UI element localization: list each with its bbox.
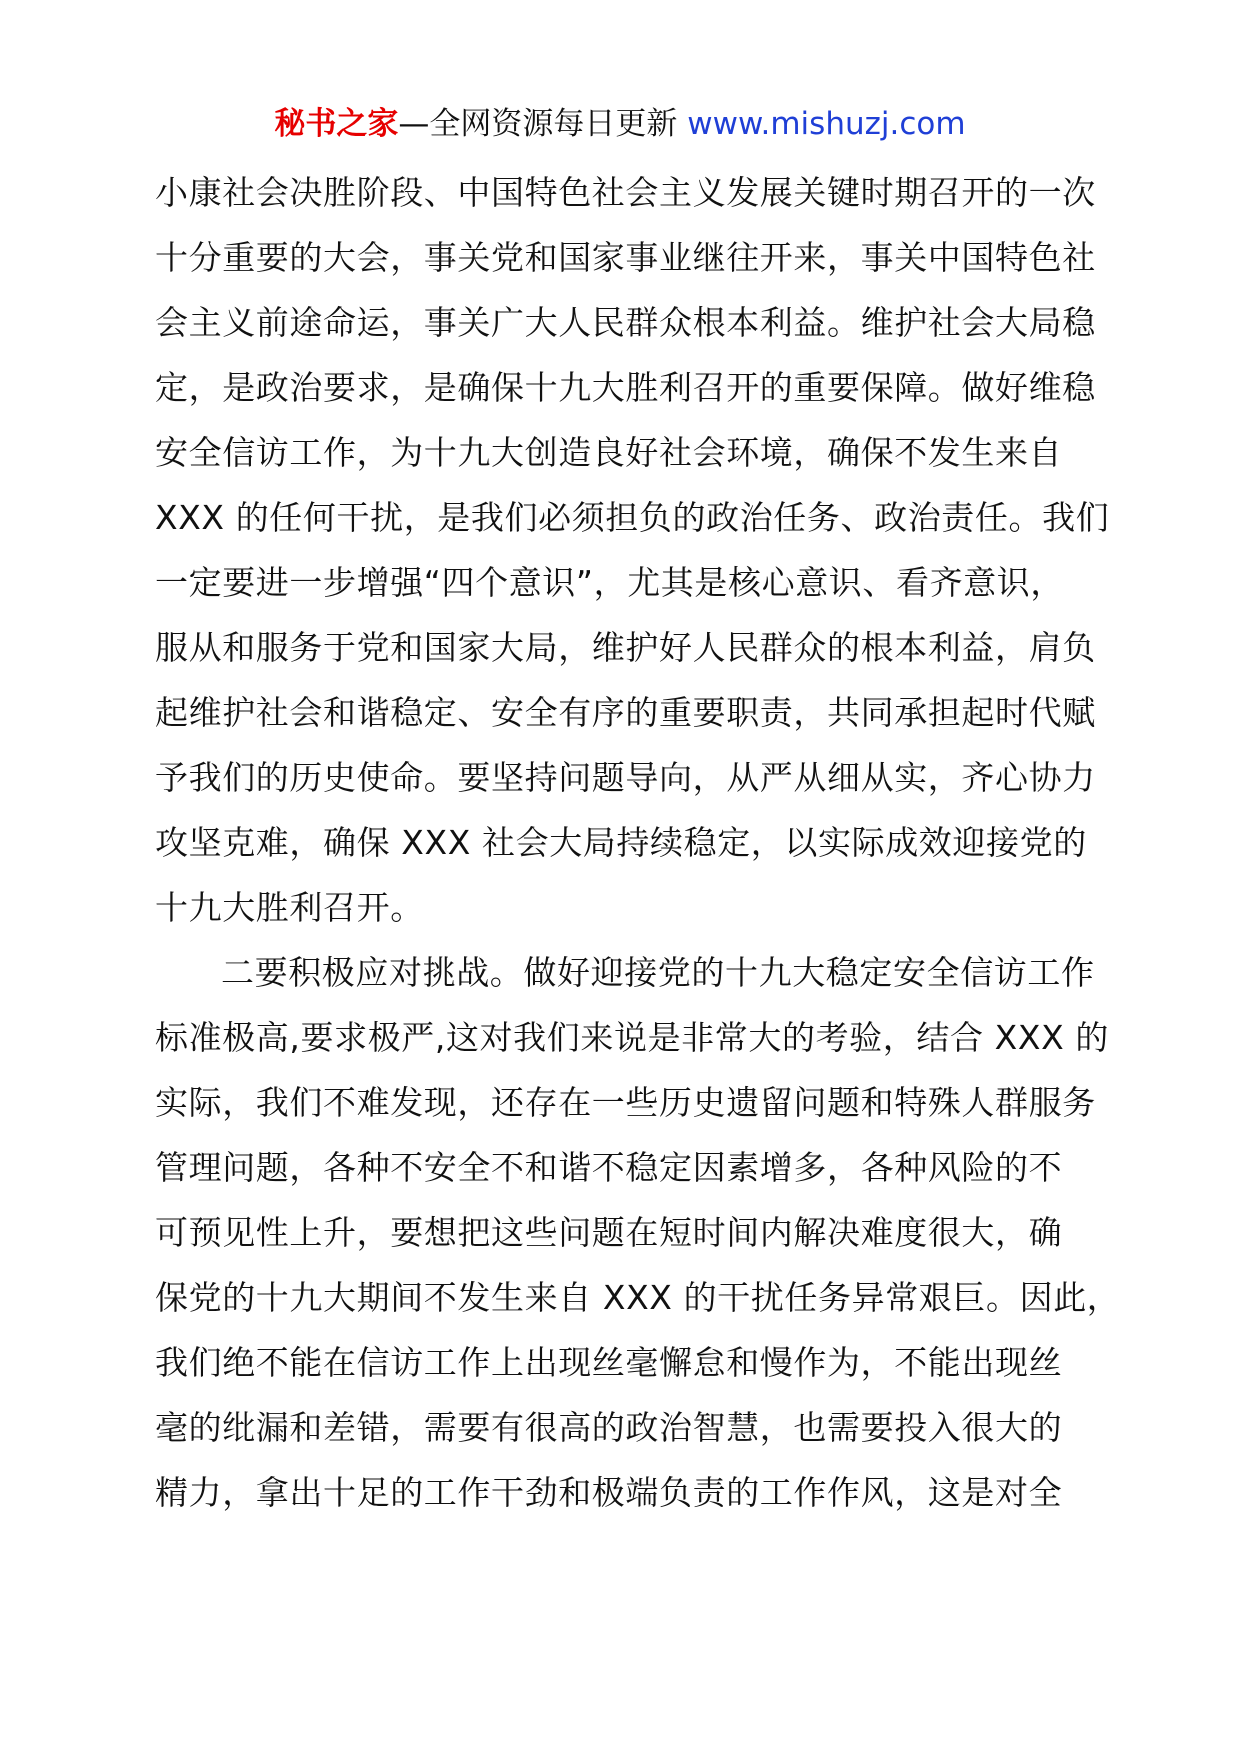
text-line: 定，是政治要求，是确保十九大胜利召开的重要保障。做好维稳 (155, 368, 1096, 407)
text-line: 攻坚克难，确保 XXX 社会大局持续稳定，以实际成效迎接党的 (155, 823, 1087, 862)
document-body (155, 160, 1121, 1525)
site-header (0, 100, 1240, 148)
text-line: XXX 的任何干扰，是我们必须担负的政治任务、政治责任。我们 (155, 498, 1110, 537)
text-line: 起维护社会和谐稳定、安全有序的重要职责，共同承担起时代赋 (155, 693, 1096, 732)
text-line: 实际，我们不难发现，还存在一些历史遗留问题和特殊人群服务 (155, 1083, 1096, 1122)
text-line: 服从和服务于党和国家大局，维护好人民群众的根本利益，肩负 (155, 628, 1096, 667)
text-line: 十分重要的大会，事关党和国家事业继往开来，事关中国特色社 (155, 238, 1096, 277)
text-line: 我们绝不能在信访工作上出现丝毫懈怠和慢作为，不能出现丝 (155, 1343, 1063, 1382)
text-line: 标准极高,要求极严,这对我们来说是非常大的考验，结合 XXX 的 (155, 1018, 1109, 1057)
text-line: 保党的十九大期间不发生来自 XXX 的干扰任务异常艰巨。因此， (155, 1278, 1121, 1317)
text-line: 小康社会决胜阶段、中国特色社会主义发展关键时期召开的一次 (155, 173, 1096, 212)
header-tagline: —全网资源每日更新 (398, 106, 688, 142)
text-line: 予我们的历史使命。要坚持问题导向，从严从细从实，齐心协力 (155, 758, 1096, 797)
paragraph-start-line: 二要积极应对挑战。做好迎接党的十九大稳定安全信访工作 (221, 953, 1095, 992)
site-url-link[interactable]: www.mishuzj.com (687, 106, 966, 142)
text-line: 会主义前途命运，事关广大人民群众根本利益。维护社会大局稳 (155, 303, 1096, 342)
text-line: 十九大胜利召开。 (155, 888, 424, 927)
text-line: 可预见性上升，要想把这些问题在短时间内解决难度很大，确 (155, 1213, 1063, 1252)
text-line: 一定要进一步增强“四个意识”，尤其是核心意识、看齐意识， (155, 563, 1064, 602)
text-line: 精力，拿出十足的工作干劲和极端负责的工作作风，这是对全 (155, 1473, 1063, 1512)
text-line: 安全信访工作，为十九大创造良好社会环境，确保不发生来自 (155, 433, 1063, 472)
text-line: 管理问题，各种不安全不和谐不稳定因素增多，各种风险的不 (155, 1148, 1063, 1187)
brand-name: 秘书之家 (274, 106, 399, 142)
text-line: 毫的纰漏和差错，需要有很高的政治智慧，也需要投入很大的 (155, 1408, 1063, 1447)
